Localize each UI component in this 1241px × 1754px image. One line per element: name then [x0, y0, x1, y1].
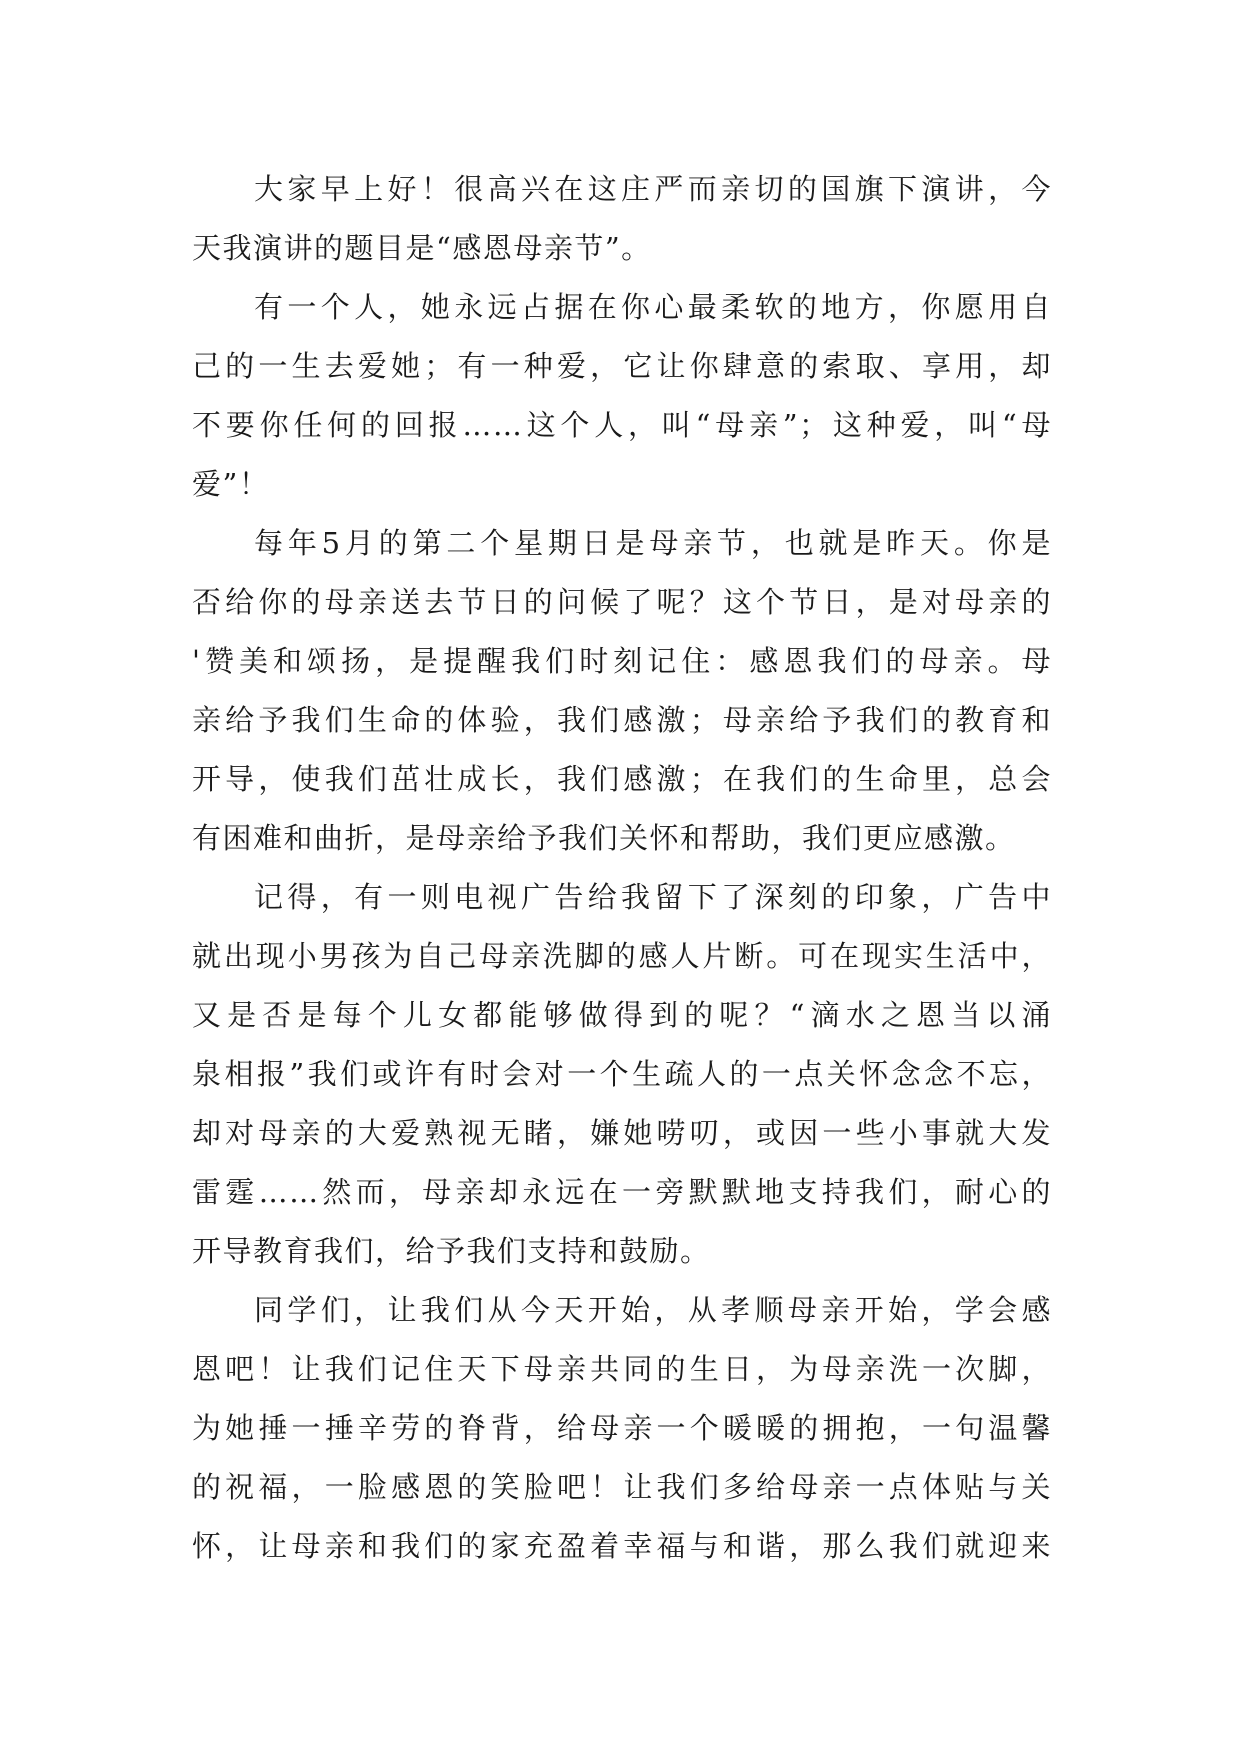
- text-line: 开导教育我们，给予我们支持和鼓励。: [192, 1234, 711, 1268]
- text-line: 爱”！: [192, 467, 270, 501]
- text-line: 有一个人，她永远占据在你心最柔软的地方，你愿用自: [254, 290, 1052, 324]
- text-line: 大家早上好！很高兴在这庄严而亲切的国旗下演讲，今: [254, 172, 1052, 206]
- text-line: '赞美和颂扬，是提醒我们时刻记住：感恩我们的母亲。母: [192, 644, 1052, 678]
- text-line: 的祝福，一脸感恩的笑脸吧！让我们多给母亲一点体贴与关: [192, 1470, 1052, 1504]
- text-line: 有困难和曲折，是母亲给予我们关怀和帮助，我们更应感激。: [192, 821, 1016, 855]
- text-line: 开导，使我们茁壮成长，我们感激；在我们的生命里，总会: [192, 762, 1052, 796]
- text-line: 每年5月的第二个星期日是母亲节，也就是昨天。你是: [254, 526, 1052, 560]
- text-line: 却对母亲的大爱熟视无睹，嫌她唠叨，或因一些小事就大发: [192, 1116, 1052, 1150]
- text-line: 天我演讲的题目是“感恩母亲节”。: [192, 231, 652, 265]
- text-line: 恩吧！让我们记住天下母亲共同的生日，为母亲洗一次脚，: [192, 1352, 1052, 1386]
- text-line: 怀，让母亲和我们的家充盈着幸福与和谐，那么我们就迎来: [192, 1529, 1052, 1563]
- text-line: 又是否是每个儿女都能够做得到的呢？“滴水之恩当以涌: [192, 998, 1052, 1032]
- text-line: 为她捶一捶辛劳的脊背，给母亲一个暖暖的拥抱，一句温馨: [192, 1411, 1052, 1445]
- text-line: 泉相报”我们或许有时会对一个生疏人的一点关怀念念不忘，: [192, 1057, 1052, 1091]
- text-line: 记得，有一则电视广告给我留下了深刻的印象，广告中: [254, 880, 1052, 914]
- text-line: 就出现小男孩为自己母亲洗脚的感人片断。可在现实生活中，: [192, 939, 1052, 973]
- text-line: 同学们，让我们从今天开始，从孝顺母亲开始，学会感: [254, 1293, 1052, 1327]
- text-line: 不要你任何的回报……这个人，叫“母亲”；这种爱，叫“母: [192, 408, 1052, 442]
- text-line: 己的一生去爱她；有一种爱，它让你肆意的索取、享用，却: [192, 349, 1052, 383]
- speech-body: [192, 160, 1052, 1576]
- text-line: 雷霆……然而，母亲却永远在一旁默默地支持我们，耐心的: [192, 1175, 1052, 1209]
- text-line: 亲给予我们生命的体验，我们感激；母亲给予我们的教育和: [192, 703, 1052, 737]
- text-line: 否给你的母亲送去节日的问候了呢？这个节日，是对母亲的: [192, 585, 1052, 619]
